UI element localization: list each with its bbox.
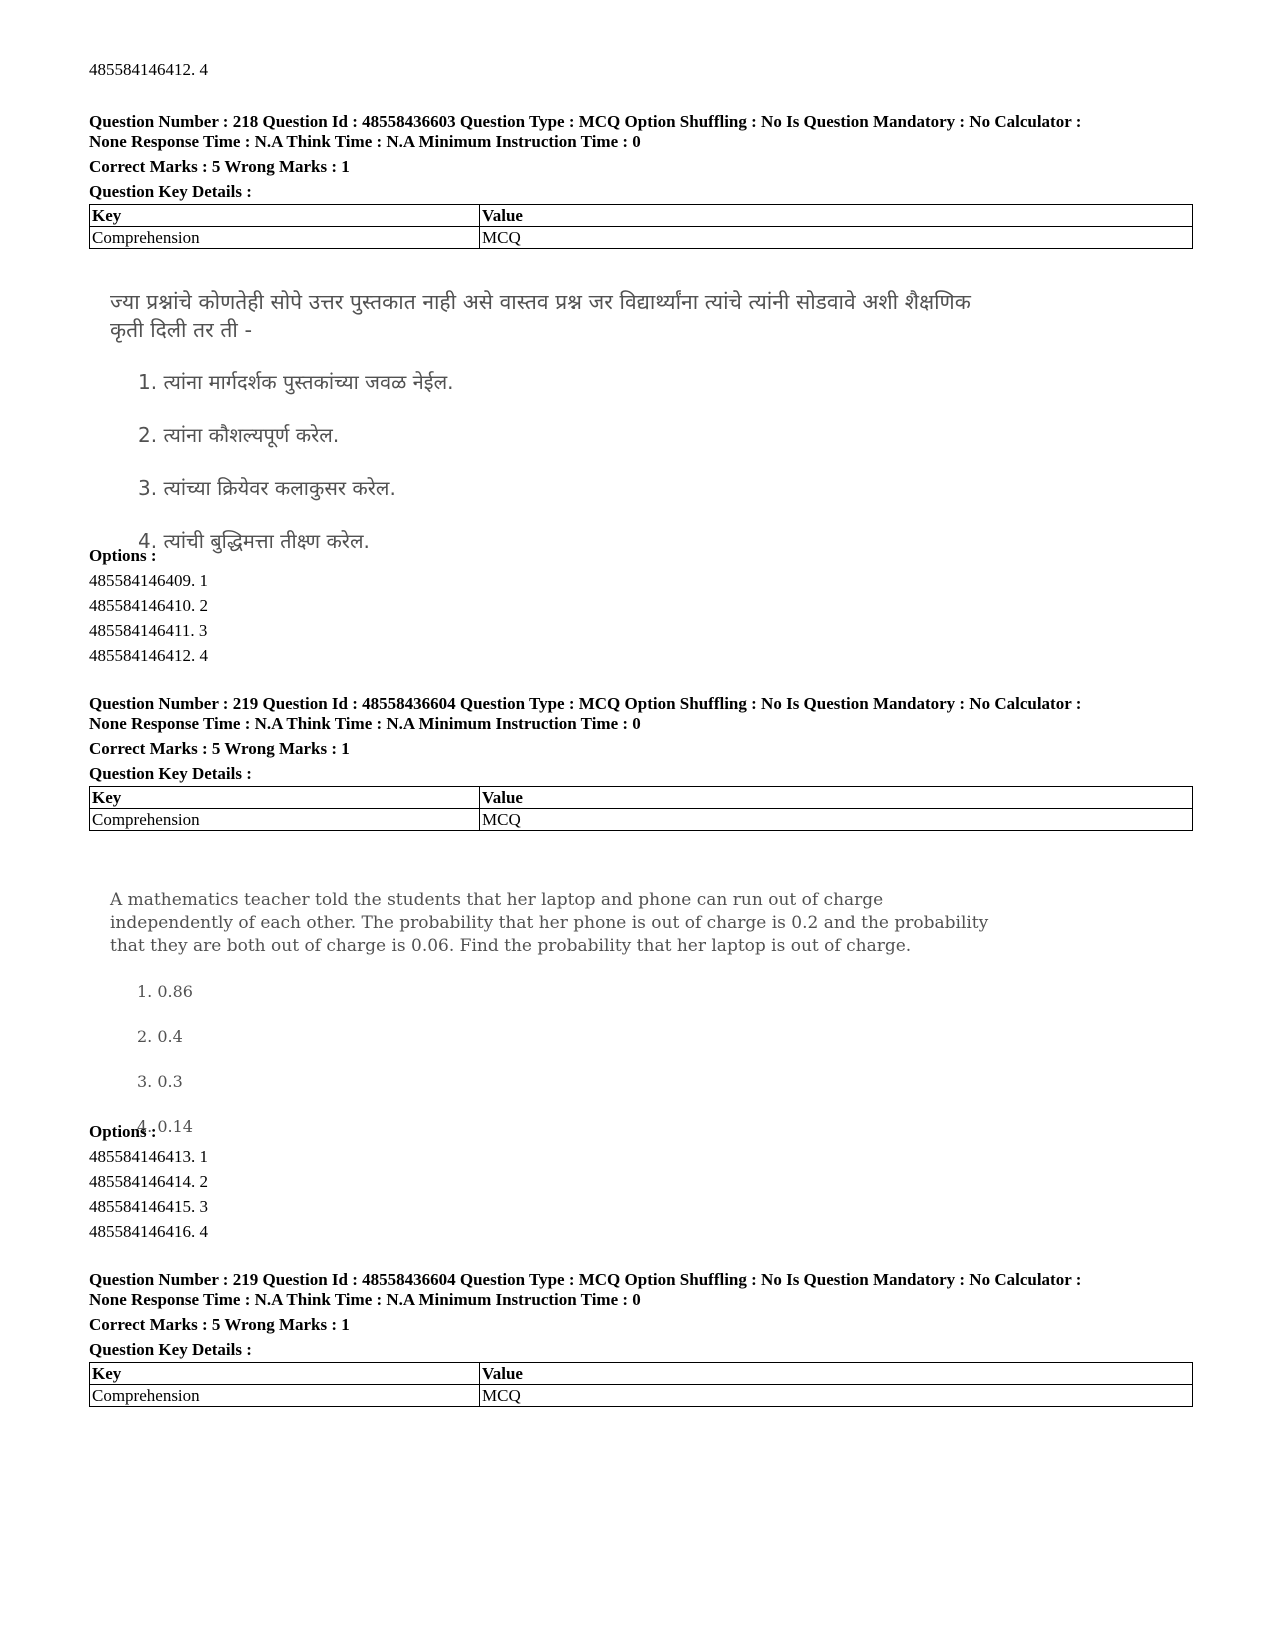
question-option-2: 2. त्यांना कौशल्यपूर्ण करेल. [138, 423, 340, 447]
key-table-cell-key: Comprehension [90, 1385, 480, 1407]
previous-option-line: 485584146412. 4 [89, 60, 208, 79]
question-key-details-heading: Question Key Details : [89, 1340, 252, 1359]
option-id-line: 485584146411. 3 [89, 621, 208, 640]
options-heading: Options : [89, 1122, 157, 1141]
key-table-cell-value: MCQ [480, 809, 1193, 831]
question-key-details-heading: Question Key Details : [89, 182, 252, 201]
question-marks: Correct Marks : 5 Wrong Marks : 1 [89, 157, 350, 176]
option-id-line: 485584146409. 1 [89, 571, 208, 590]
key-table-cell-key: Comprehension [90, 227, 480, 249]
question-marks: Correct Marks : 5 Wrong Marks : 1 [89, 1315, 350, 1334]
question-meta-line-2: None Response Time : N.A Think Time : N.A Minimum Instruction Time : 0 [89, 714, 641, 733]
key-table-header-value: Value [480, 1363, 1193, 1385]
question-option-4: 4. 0.14 [137, 1117, 193, 1136]
option-id-line: 485584146414. 2 [89, 1172, 208, 1191]
key-table-header-row [90, 787, 1193, 809]
options-heading: Options : [89, 546, 157, 565]
key-table-row [90, 227, 1193, 249]
question-meta-line-1: Question Number : 219 Question Id : 48558436604 Question Type : MCQ Option Shuffling : No Is Question Mandatory : No Calculator : [89, 694, 1082, 713]
question-218-header [89, 112, 1193, 249]
question-meta-line-1: Question Number : 219 Question Id : 48558436604 Question Type : MCQ Option Shuffling : No Is Question Mandatory : No Calculator : [89, 1270, 1082, 1289]
question-option-4: 4. त्यांची बुद्धिमत्ता तीक्ष्ण करेल. [138, 529, 370, 553]
question-key-table [89, 204, 1193, 249]
key-table-header-key: Key [90, 205, 480, 227]
question-219-repeat-header [89, 1270, 1193, 1407]
question-option-2: 2. 0.4 [137, 1027, 183, 1046]
question-marks: Correct Marks : 5 Wrong Marks : 1 [89, 739, 350, 758]
question-key-table [89, 1362, 1193, 1407]
question-stem: A mathematics teacher told the students that her laptop and phone can run out of charge independently of each other. The probability that her phone is out of charge is 0.2 and the probability that they are both out of charge is 0.06. Find the probability that her laptop is out of charge. [110, 890, 989, 956]
option-id-line: 485584146416. 4 [89, 1222, 208, 1241]
key-table-header-value: Value [480, 787, 1193, 809]
question-219-header [89, 694, 1193, 831]
question-option-1: 1. त्यांना मार्गदर्शक पुस्तकांच्या जवळ नेईल. [138, 370, 454, 394]
question-218-image [110, 288, 1010, 580]
option-id-line: 485584146410. 2 [89, 596, 208, 615]
question-stem: ज्या प्रश्नांचे कोणतेही सोपे उत्तर पुस्तकात नाही असे वास्तव प्रश्न जर विद्यार्थ्यांना त्यांचे त्यांनी सोडवावे अशी शैक्षणिक कृती दिली तर ती - [110, 290, 971, 342]
key-table-cell-key: Comprehension [90, 809, 480, 831]
question-meta-line-2: None Response Time : N.A Think Time : N.A Minimum Instruction Time : 0 [89, 132, 641, 151]
question-key-details-heading: Question Key Details : [89, 764, 252, 783]
key-table-header-key: Key [90, 1363, 480, 1385]
key-table-header-key: Key [90, 787, 480, 809]
key-table-header-row [90, 205, 1193, 227]
question-key-table [89, 786, 1193, 831]
question-option-1: 1. 0.86 [137, 982, 193, 1001]
option-id-line: 485584146412. 4 [89, 646, 208, 665]
key-table-header-row [90, 1363, 1193, 1385]
question-219-image [110, 889, 1010, 1160]
key-table-header-value: Value [480, 205, 1193, 227]
key-table-cell-value: MCQ [480, 227, 1193, 249]
key-table-row [90, 809, 1193, 831]
question-meta-line-1: Question Number : 218 Question Id : 48558436603 Question Type : MCQ Option Shuffling : No Is Question Mandatory : No Calculator : [89, 112, 1082, 131]
question-option-3: 3. त्यांच्या क्रियेवर कलाकुसर करेल. [138, 476, 396, 500]
question-219-options [89, 1119, 208, 1244]
key-table-cell-value: MCQ [480, 1385, 1193, 1407]
key-table-row [90, 1385, 1193, 1407]
question-option-3: 3. 0.3 [137, 1072, 183, 1091]
question-meta-line-2: None Response Time : N.A Think Time : N.A Minimum Instruction Time : 0 [89, 1290, 641, 1309]
option-id-line: 485584146415. 3 [89, 1197, 208, 1216]
option-id-line: 485584146413. 1 [89, 1147, 208, 1166]
question-218-options [89, 543, 208, 668]
